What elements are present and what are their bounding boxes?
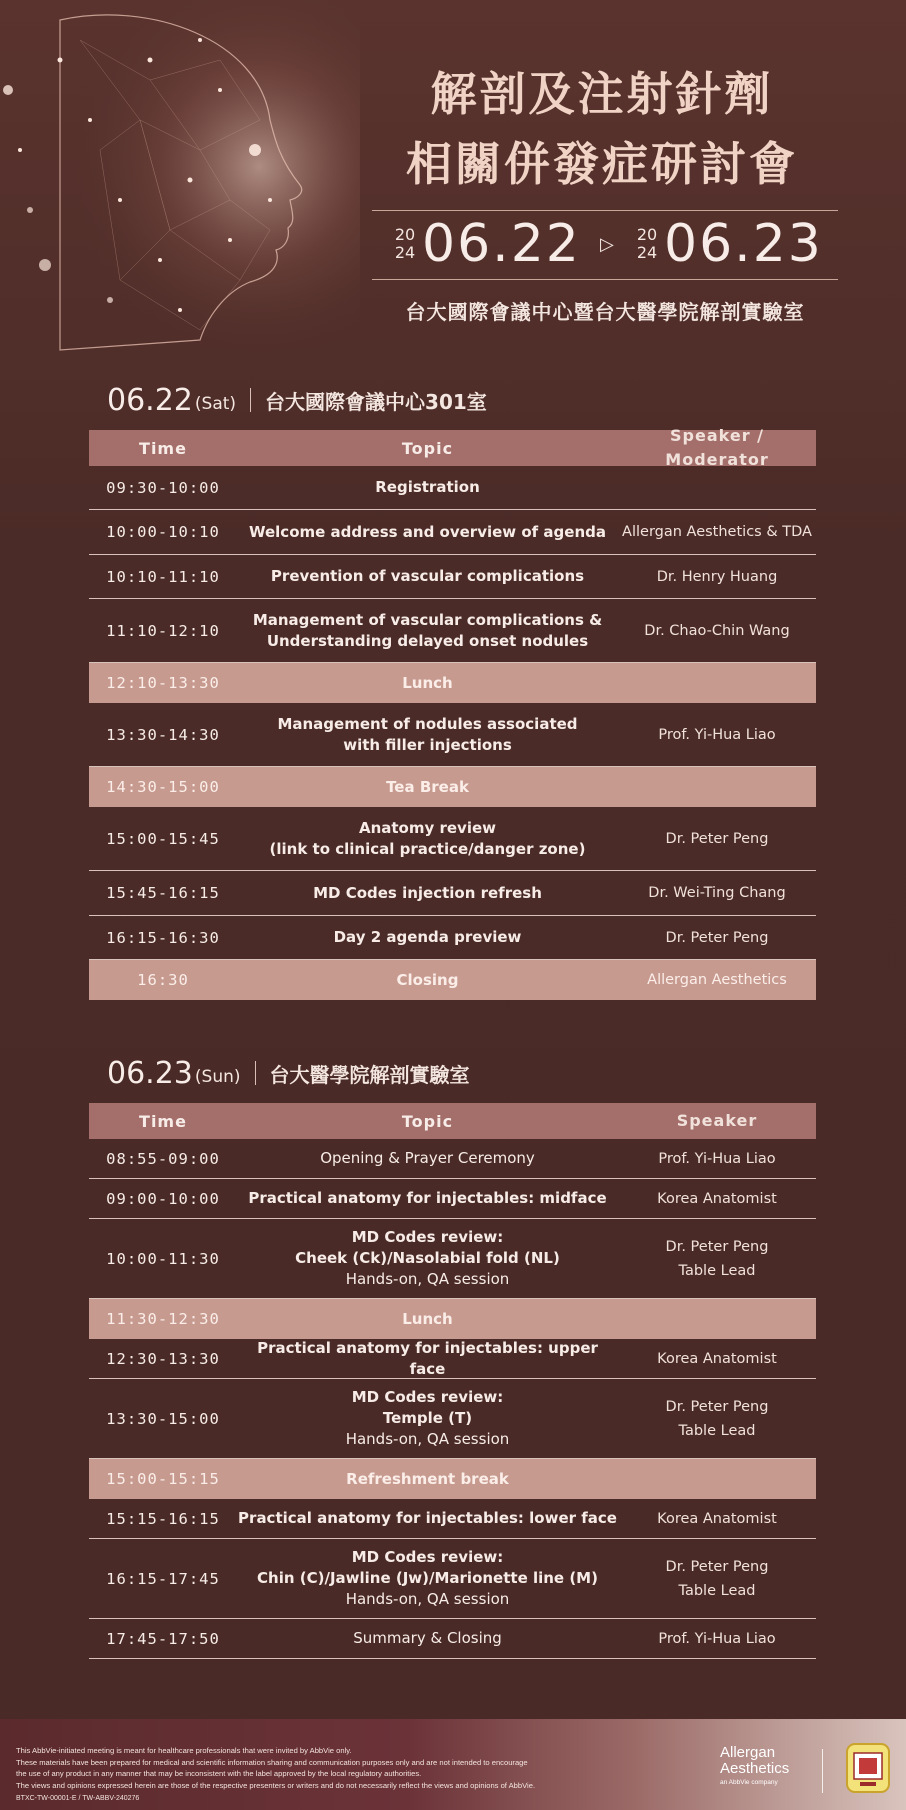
row-time: 11:10-12:10: [106, 621, 220, 640]
day2-separator: [255, 1061, 256, 1085]
table-row: [89, 1219, 816, 1299]
speaker-line: Prof. Yi-Hua Liao: [658, 1630, 776, 1647]
topic-line: with filler injections: [343, 735, 512, 754]
logo-divider: [822, 1749, 823, 1793]
row-time: 13:30-15:00: [106, 1409, 220, 1428]
topic-line: Hands-on, QA session: [345, 1270, 510, 1288]
allergan-aesthetics-logo: [720, 1745, 820, 1786]
divider-top: [372, 210, 838, 211]
speaker-line: Allergan Aesthetics: [647, 972, 787, 988]
topic-line: Summary & Closing: [353, 1629, 502, 1647]
row-topic: [237, 1227, 618, 1290]
table-row: [89, 1499, 816, 1539]
row-speaker: [618, 619, 816, 643]
row-topic: [237, 818, 618, 860]
row-speaker: [618, 1507, 816, 1531]
row-time: 09:30-10:00: [106, 478, 220, 497]
day1-date: 06.22: [107, 382, 193, 418]
row-topic: [237, 1547, 618, 1610]
table-row: [89, 1339, 816, 1379]
row-speaker: [618, 723, 816, 747]
topic-line: Day 2 agenda preview: [333, 928, 522, 946]
digital-face-illustration: [0, 0, 360, 370]
row-time: 10:10-11:10: [106, 567, 220, 586]
row-time: 12:30-13:30: [106, 1349, 220, 1368]
disclaimer: [16, 1745, 656, 1791]
row-topic: [237, 883, 618, 904]
table-row: [89, 871, 816, 916]
row-topic: [237, 714, 618, 756]
topic-line: MD Codes review:: [351, 1228, 504, 1246]
table-row: [89, 960, 816, 1000]
table-row: [89, 767, 816, 807]
row-time: 17:45-17:50: [106, 1629, 220, 1648]
topic-line: Management of nodules associated: [277, 714, 578, 733]
row-speaker: [618, 1347, 816, 1371]
table-row: [89, 807, 816, 871]
row-speaker: [618, 1627, 816, 1651]
row-speaker: [618, 1395, 816, 1443]
disclaimer-line: These materials have been prepared for medical and scientific information sharing and communication purposes only and are not intended to encourage: [16, 1757, 528, 1767]
table-row: [89, 1179, 816, 1219]
speaker-line: Dr. Peter Peng: [665, 929, 769, 946]
end-date: 06.23: [664, 214, 823, 274]
footer: [0, 1719, 906, 1810]
speaker-line: Dr. Wei-Ting Chang: [648, 885, 786, 901]
event-dates: [372, 212, 838, 276]
table-row: [89, 466, 816, 510]
row-topic: [237, 610, 618, 652]
start-year-bottom: 24: [394, 243, 416, 262]
disclaimer-line: This AbbVie-initiated meeting is meant for healthcare professionals that were invited by AbbVie only.: [16, 1746, 352, 1755]
day1-header: [107, 380, 487, 420]
brand-line2: Aesthetics: [720, 1760, 790, 1777]
day2-col-time: Time: [139, 1111, 187, 1131]
row-time: 15:00-15:45: [106, 829, 220, 848]
topic-line: Cheek (Ck)/Nasolabial fold (NL): [295, 1249, 560, 1267]
row-topic: [237, 673, 618, 694]
table-row: [89, 599, 816, 663]
row-topic: [237, 1508, 618, 1529]
row-speaker: [618, 926, 816, 950]
speaker-line: Prof. Yi-Hua Liao: [658, 726, 776, 743]
topic-line: Hands-on, QA session: [345, 1590, 510, 1608]
speaker-line: Dr. Peter Peng: [665, 1558, 769, 1575]
row-topic: [237, 927, 618, 948]
table-row: [89, 1539, 816, 1619]
row-topic: [237, 1309, 618, 1330]
topic-line: Management of vascular complications &: [252, 610, 603, 629]
speaker-line: Korea Anatomist: [657, 1510, 777, 1527]
topic-line: Practical anatomy for injectables: midface: [248, 1189, 607, 1207]
day2-col-topic: Topic: [401, 1111, 454, 1131]
row-time: 15:15-16:15: [106, 1509, 220, 1528]
speaker-line: Table Lead: [678, 1262, 756, 1279]
row-speaker: [618, 1235, 816, 1283]
topic-line: Practical anatomy for injectables: lower face: [238, 1509, 617, 1527]
speaker-line: Dr. Henry Huang: [656, 568, 778, 585]
day1-agenda-table: [89, 426, 816, 1000]
day2-header: [107, 1053, 470, 1093]
day1-weekday: (Sat): [194, 394, 237, 414]
day1-col-speaker: Speaker / Moderator: [665, 426, 769, 469]
speaker-line: Table Lead: [678, 1422, 756, 1439]
row-time: 10:00-10:10: [106, 523, 220, 541]
hero-section: [0, 0, 906, 370]
table-row: [89, 1459, 816, 1499]
topic-line: Chin (C)/Jawline (Jw)/Marionette line (M): [257, 1569, 598, 1587]
topic-line: Tea Break: [386, 777, 469, 796]
row-time: 09:00-10:00: [106, 1189, 220, 1208]
topic-line: Anatomy review: [358, 818, 497, 837]
day1-venue: 台大國際會議中心301室: [265, 389, 487, 414]
row-time: 16:15-17:45: [106, 1569, 220, 1588]
topic-line: Practical anatomy for injectables: upper face: [257, 1338, 598, 1378]
topic-line: MD Codes injection refresh: [313, 883, 542, 902]
table-row: [89, 703, 816, 767]
topic-line: Temple (T): [382, 1409, 473, 1427]
day1-separator: [250, 388, 251, 412]
topic-line: Welcome address and overview of agenda: [248, 522, 606, 541]
university-seal-icon: [846, 1743, 890, 1793]
speaker-line: Table Lead: [678, 1582, 756, 1599]
row-speaker: [618, 565, 816, 589]
table-row: [89, 1619, 816, 1659]
day1-table-header: [89, 426, 816, 469]
speaker-line: Dr. Peter Peng: [665, 1238, 769, 1255]
row-time: 14:30-15:00: [106, 778, 220, 796]
topic-line: Opening & Prayer Ceremony: [320, 1149, 535, 1167]
topic-line: (link to clinical practice/danger zone): [269, 839, 586, 858]
topic-line: Understanding delayed onset nodules: [266, 631, 589, 650]
row-topic: [237, 1387, 618, 1450]
event-title-line1: 解剖及注射針劑: [430, 67, 774, 121]
row-speaker: [618, 1147, 816, 1171]
topic-line: Prevention of vascular complications: [270, 567, 585, 585]
topic-line: Registration: [375, 478, 480, 496]
row-time: 16:30: [137, 971, 189, 989]
row-time: 11:30-12:30: [106, 1310, 220, 1328]
divider-bottom: [372, 279, 838, 280]
topic-line: MD Codes review:: [351, 1388, 504, 1406]
event-venue: 台大國際會議中心暨台大醫學院解剖實驗室: [405, 300, 805, 324]
day2-date: 06.23: [107, 1055, 193, 1091]
row-topic: [237, 970, 618, 991]
row-speaker: [618, 520, 816, 544]
end-year: [634, 226, 660, 262]
table-row: [89, 916, 816, 960]
disclaimer-line: the use of any product in any manner that may be inconsistent with the label approved by the local regulatory authorities.: [16, 1769, 422, 1778]
row-topic: [237, 566, 618, 587]
document-code: BTXC-TW-00001-E / TW-ABBV-240276: [16, 1795, 140, 1802]
row-speaker: [618, 881, 816, 905]
event-title-line2: 相關併發症研討會: [406, 137, 798, 191]
start-year: [392, 226, 418, 262]
day2-venue: 台大醫學院解剖實驗室: [269, 1062, 470, 1087]
row-topic: [237, 477, 618, 498]
speaker-line: Dr. Peter Peng: [665, 830, 769, 847]
speaker-line: Allergan Aesthetics & TDA: [622, 524, 812, 540]
speaker-line: Dr. Peter Peng: [665, 1398, 769, 1415]
row-time: 13:30-14:30: [106, 725, 220, 744]
day1-col-topic: Topic: [401, 438, 454, 458]
day2-col-speaker: Speaker: [676, 1111, 758, 1130]
speaker-line: Dr. Chao-Chin Wang: [644, 622, 790, 639]
table-row: [89, 1139, 816, 1179]
row-speaker: [618, 827, 816, 851]
row-speaker: [618, 1555, 816, 1603]
table-row: [89, 1379, 816, 1459]
row-time: 16:15-16:30: [106, 928, 220, 947]
brand-line1: Allergan: [720, 1744, 776, 1761]
table-row: [89, 663, 816, 703]
disclaimer-line: The views and opinions expressed herein are those of the respective presenters or writers and do not necessarily reflect the views and opinions of AbbVie.: [16, 1780, 536, 1790]
row-time: 08:55-09:00: [106, 1149, 220, 1168]
topic-line: Refreshment break: [346, 1469, 509, 1488]
row-topic: [237, 1628, 618, 1649]
row-time: 15:45-16:15: [106, 884, 220, 902]
topic-line: Lunch: [402, 673, 453, 692]
row-time: 15:00-15:15: [106, 1470, 220, 1488]
row-speaker: [618, 968, 816, 992]
arrow-right-icon: ▷: [600, 234, 614, 255]
table-row: [89, 555, 816, 599]
brand-sub: an AbbVie company: [720, 1779, 778, 1786]
topic-line: Lunch: [402, 1309, 453, 1328]
start-date: 06.22: [422, 214, 581, 274]
speaker-line: Prof. Yi-Hua Liao: [658, 1150, 776, 1167]
speaker-line: Korea Anatomist: [657, 1350, 777, 1367]
row-time: 10:00-11:30: [106, 1249, 220, 1268]
row-topic: [237, 777, 618, 798]
topic-line: MD Codes review:: [351, 1548, 504, 1566]
table-row: [89, 510, 816, 555]
topic-line: Closing: [396, 970, 459, 989]
day2-agenda-table: [89, 1103, 816, 1659]
start-year-top: 20: [394, 225, 416, 244]
day1-col-time: Time: [139, 438, 187, 458]
row-topic: [237, 522, 618, 543]
speaker-line: Korea Anatomist: [657, 1190, 777, 1207]
day2-weekday: (Sun): [194, 1067, 241, 1087]
end-year-top: 20: [636, 225, 658, 244]
topic-line: Hands-on, QA session: [345, 1430, 510, 1448]
row-topic: [237, 1148, 618, 1169]
row-speaker: [618, 1187, 816, 1211]
row-topic: [237, 1188, 618, 1209]
end-year-bottom: 24: [636, 243, 658, 262]
day2-table-header: [89, 1103, 816, 1139]
row-time: 12:10-13:30: [106, 674, 220, 692]
row-topic: [237, 1469, 618, 1490]
table-row: [89, 1299, 816, 1339]
row-topic: [237, 1338, 618, 1380]
